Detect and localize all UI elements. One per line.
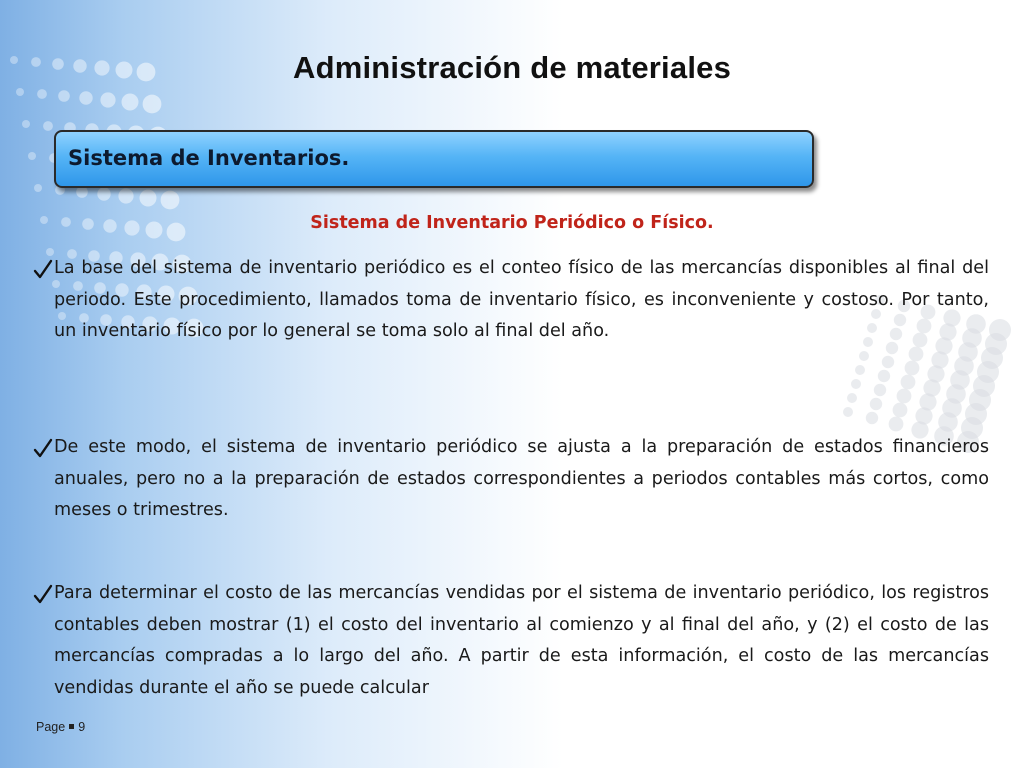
checkmark-icon <box>33 578 53 609</box>
banner-label: Sistema de Inventarios. <box>68 146 350 170</box>
decor-dot <box>28 152 36 160</box>
decor-dot <box>79 91 92 104</box>
page-footer <box>36 720 85 734</box>
paragraph-3 <box>33 578 989 704</box>
decor-dot <box>118 188 133 203</box>
decor-dot <box>843 407 853 417</box>
page-label: Page <box>36 720 66 734</box>
decor-dot <box>140 190 157 207</box>
decor-dot <box>100 92 115 107</box>
decor-dot <box>866 412 878 424</box>
decor-dot <box>859 351 869 361</box>
paragraph-text: De este modo, el sistema de inventario periódico se ajusta a la preparación de estados financieros anuales, pero no a la preparación de estados correspondientes a periodos contables más cortos, como meses o trimestres. <box>54 437 989 520</box>
paragraph-2 <box>33 432 989 527</box>
decor-dot <box>901 375 916 390</box>
slide-title: Administración de materiales <box>292 50 732 85</box>
decor-dot <box>889 417 904 432</box>
section-subtitle: Sistema de Inventario Periódico o Físico. <box>310 213 714 233</box>
decor-dot <box>851 379 861 389</box>
separator-square-icon <box>69 724 74 729</box>
section-banner <box>54 130 814 188</box>
decor-dot <box>897 389 912 404</box>
decor-dot <box>847 393 857 403</box>
decor-dot <box>37 89 47 99</box>
page-number: 9 <box>78 720 86 734</box>
paragraph-1 <box>33 253 989 348</box>
decor-dot <box>16 88 24 96</box>
decor-dot <box>34 184 42 192</box>
decor-dot <box>893 403 908 418</box>
decor-dot <box>905 361 920 376</box>
paragraph-text: Para determinar el costo de las mercancías vendidas por el sistema de inventario periódico, los registros contables deben mostrar (1) el costo del inventario al comienzo y al final del año, y (2) el costo de las mercancías compradas a lo largo del año. A partir de esta información, el costo de las mercancías vendidas durante el año se puede calcular <box>54 583 989 698</box>
decor-dot <box>143 95 162 114</box>
checkmark-icon <box>33 432 53 463</box>
decor-dot <box>870 398 882 410</box>
decor-dot <box>882 356 894 368</box>
decor-dot <box>22 120 30 128</box>
decor-dot <box>161 191 180 210</box>
checkmark-icon <box>33 253 53 284</box>
decor-dot <box>878 370 890 382</box>
decor-dot <box>122 94 139 111</box>
paragraph-text: La base del sistema de inventario periódico es el conteo físico de las mercancías disponibles al final del periodo. Este procedimiento, llamados toma de inventario físico, es inconveniente y costoso. Por tanto, un inventario físico por lo general se toma solo al final del año. <box>54 258 989 341</box>
decor-dot <box>97 187 110 200</box>
decor-dot <box>43 121 53 131</box>
decor-dot <box>909 347 924 362</box>
decor-dot <box>855 365 865 375</box>
decor-dot <box>58 90 70 102</box>
decor-dot <box>874 384 886 396</box>
